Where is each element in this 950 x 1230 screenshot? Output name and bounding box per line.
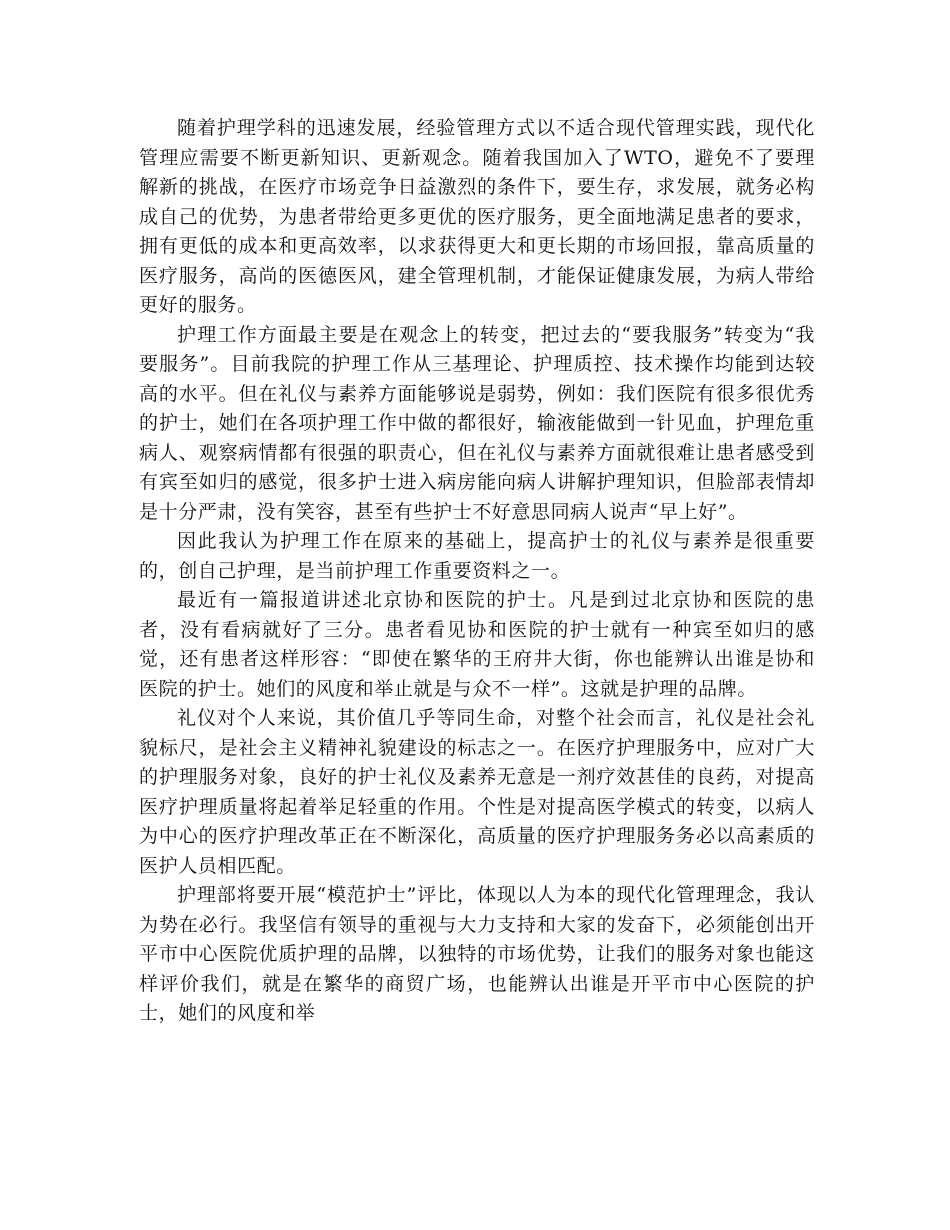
paragraph-3: 因此我认为护理工作在原来的基础上，提高护士的礼仪与素养是很重要的，创自己护理，是当前护理工作重要资料之一。 xyxy=(139,530,815,582)
paragraph-6: 护理部将要开展“模范护士”评比，体现以人为本的现代化管理理念，我认为势在必行。我坚信有领导的重视与大力支持和大家的发奋下，必须能创出开平市中心医院优质护理的品牌，以独特的市场优势，让我们的服务对象也能这样评价我们，就是在繁华的商贸广场，也能辨认出谁是开平市中心医院的护士，她们的风度和举 xyxy=(139,884,815,1024)
paragraph-2: 护理工作方面最主要是在观念上的转变，把过去的“要我服务”转变为“我要服务”。目前我院的护理工作从三基理论、护理质控、技术操作均能到达较高的水平。但在礼仪与素养方面能够说是弱势，例如：我们医院有很多很优秀的护士，她们在各项护理工作中做的都很好，输液能做到一针见血，护理危重病人、观察病情都有很强的职责心，但在礼仪与素养方面就很难让患者感受到有宾至如归的感觉，很多护士进入病房能向病人讲解护理知识，但脸部表情却是十分严肃，没有笑容，甚至有些护士不好意思同病人说声“早上好”。 xyxy=(139,323,815,523)
paragraph-5: 礼仪对个人来说，其价值几乎等同生命，对整个社会而言，礼仪是社会礼貌标尺，是社会主义精神礼貌建设的标志之一。在医疗护理服务中，应对广大的护理服务对象，良好的护士礼仪及素养无意是一剂疗效甚佳的良药，对提高医疗护理质量将起着举足轻重的作用。个性是对提高医学模式的转变，以病人为中心的医疗护理改革正在不断深化，高质量的医疗护理服务务必以高素质的医护人员相匹配。 xyxy=(139,707,815,877)
paragraph-1: 随着护理学科的迅速发展，经验管理方式以不适合现代管理实践，现代化管理应需要不断更新知识、更新观念。随着我国加入了WTO，避免不了要理解新的挑战，在医疗市场竞争日益激烈的条件下，要生存，求发展，就务必构成自己的优势，为患者带给更多更优的医疗服务，更全面地满足患者的要求，拥有更低的成本和更高效率，以求获得更大和更长期的市场回报，靠高质量的医疗服务，高尚的医德医风，建全管理机制，才能保证健康发展，为病人带给更好的服务。 xyxy=(139,117,815,316)
paragraph-4: 最近有一篇报道讲述北京协和医院的护士。凡是到过北京协和医院的患者，没有看病就好了三分。患者看见协和医院的护士就有一种宾至如归的感觉，还有患者这样形容：“即使在繁华的王府井大街，你也能辨认出谁是协和医院的护士。她们的风度和举止就是与众不一样”。这就是护理的品牌。 xyxy=(139,589,815,700)
document-body xyxy=(139,114,815,1029)
